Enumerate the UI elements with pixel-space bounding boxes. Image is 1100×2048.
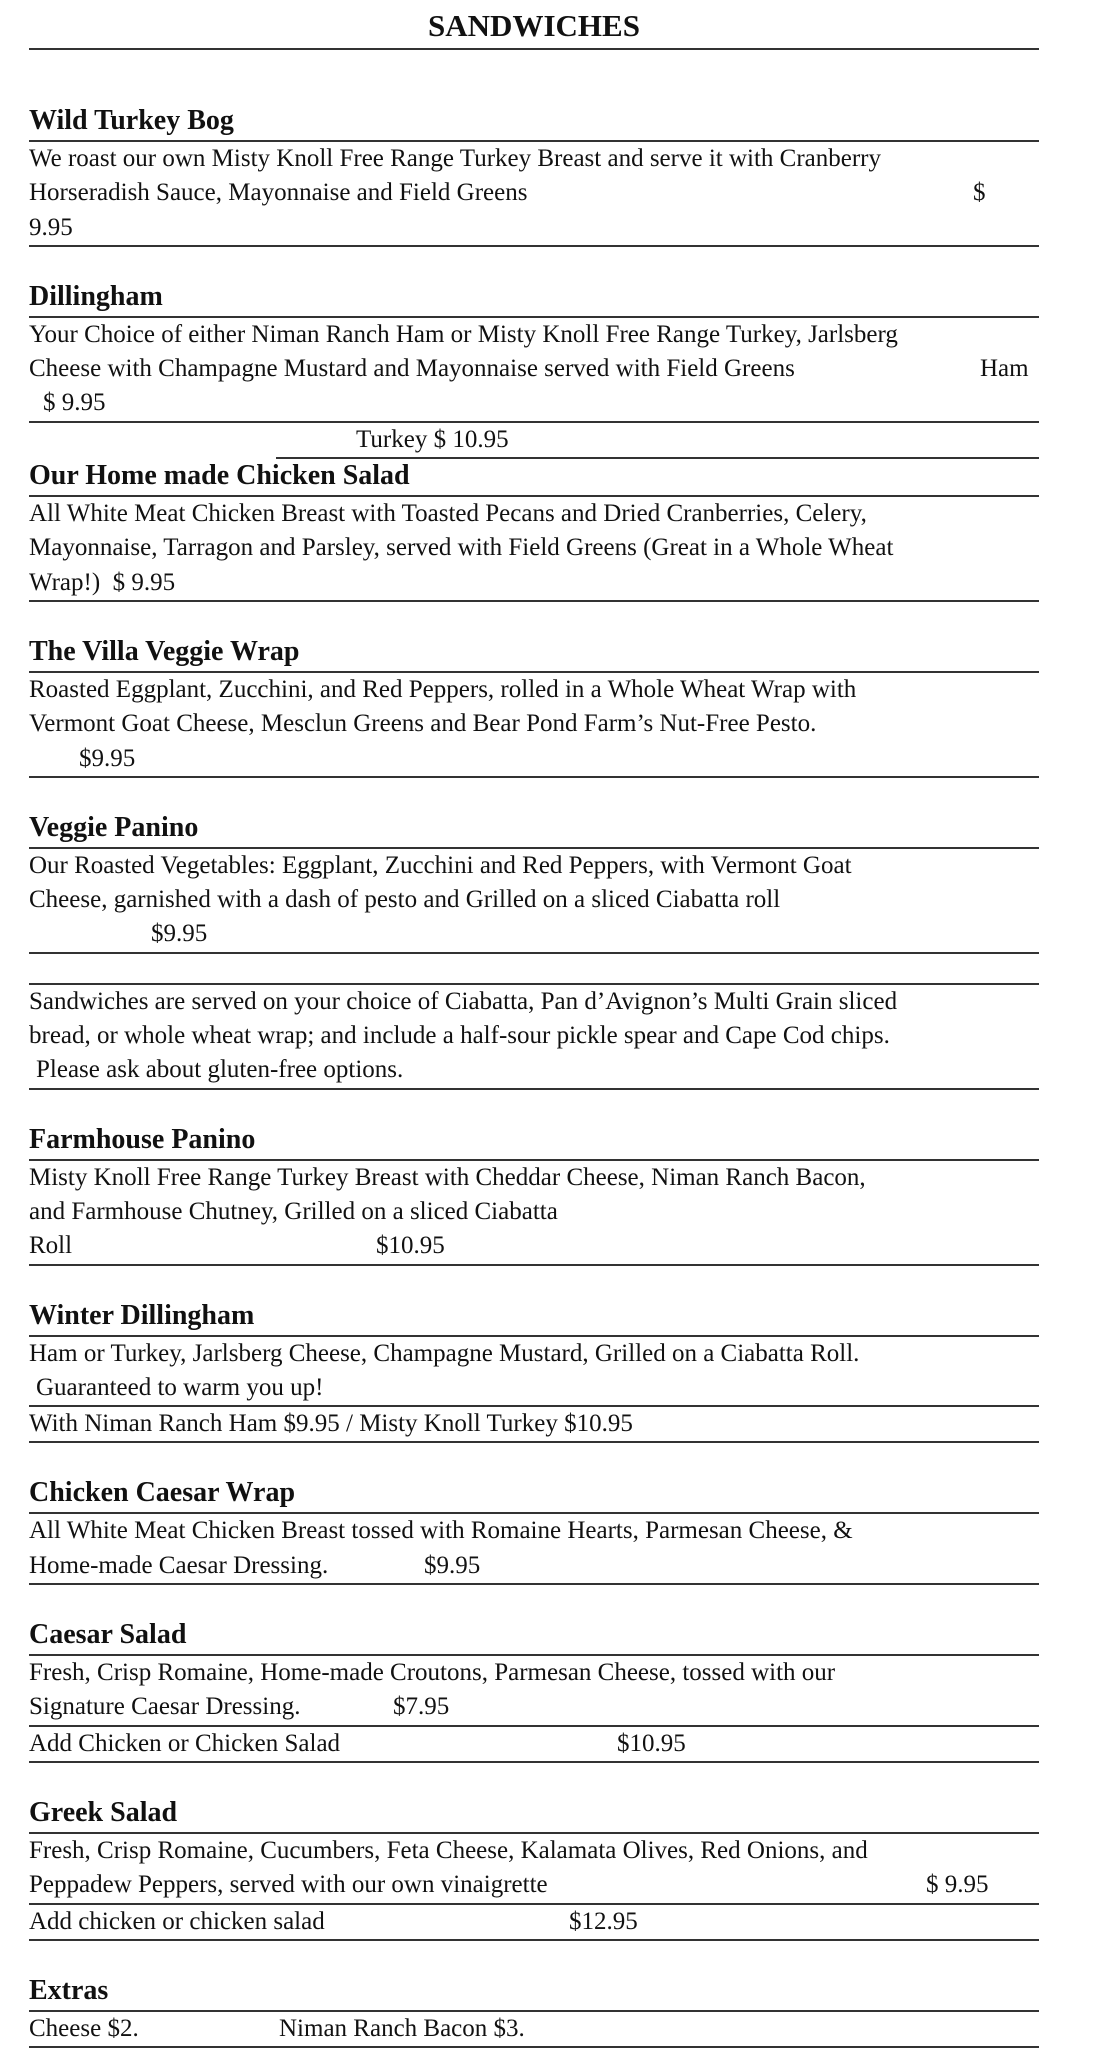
item-description: All White Meat Chicken Breast with Toasted Pecans and Dried Cranberries, Celery, bbox=[29, 500, 867, 528]
extra-cheese: Cheese $2. bbox=[29, 2014, 139, 2042]
item-price: $9.95 bbox=[151, 920, 208, 948]
item-name: Greek Salad bbox=[29, 1794, 1039, 1834]
item-description: Wrap!) $ 9.95 bbox=[29, 568, 176, 596]
menu-item-extras bbox=[29, 1972, 1039, 2048]
item-description: Misty Knoll Free Range Turkey Breast with Cheddar Cheese, Niman Ranch Bacon, bbox=[29, 1163, 866, 1191]
item-description: Fresh, Crisp Romaine, Home-made Croutons, Parmesan Cheese, tossed with our bbox=[29, 1659, 836, 1687]
divider bbox=[29, 954, 1039, 985]
item-description: Cheese, garnished with a dash of pesto and Grilled on a sliced Ciabatta roll bbox=[29, 886, 781, 914]
item-description: Fresh, Crisp Romaine, Cucumbers, Feta Cheese, Kalamata Olives, Red Onions, and bbox=[29, 1836, 868, 1864]
menu-item-chicken-caesar-wrap bbox=[29, 1474, 1039, 1585]
item-description: Roll bbox=[29, 1232, 73, 1260]
item-price: $7.95 bbox=[393, 1693, 450, 1721]
item-name: Extras bbox=[29, 1972, 1039, 2012]
item-description: Home-made Caesar Dressing. bbox=[29, 1551, 329, 1579]
ham-label: Ham bbox=[980, 355, 1029, 383]
item-name: Farmhouse Panino bbox=[29, 1121, 1039, 1161]
menu-item-winter-dillingham bbox=[29, 1297, 1039, 1444]
item-price: $9.95 bbox=[424, 1551, 481, 1579]
menu-item-villa-veggie-wrap bbox=[29, 633, 1039, 778]
item-description: Mayonnaise, Tarragon and Parsley, served with Field Greens (Great in a Whole Wheat bbox=[29, 534, 894, 562]
item-description: Guaranteed to warm you up! bbox=[36, 1373, 324, 1401]
item-name: Wild Turkey Bog bbox=[29, 102, 1039, 142]
menu-item-wild-turkey-bog bbox=[29, 102, 1039, 247]
item-price: $9.95 bbox=[79, 744, 136, 772]
item-name: Veggie Panino bbox=[29, 809, 1039, 849]
item-description: Your Choice of either Niman Ranch Ham or Misty Knoll Free Range Turkey, Jarlsberg bbox=[29, 320, 898, 348]
addon-price: $12.95 bbox=[569, 1907, 638, 1935]
menu-item-caesar-salad bbox=[29, 1616, 1039, 1763]
item-description: Horseradish Sauce, Mayonnaise and Field Greens bbox=[29, 179, 528, 207]
item-name: Winter Dillingham bbox=[29, 1297, 1039, 1337]
note-line: bread, or whole wheat wrap; and include a half-sour pickle spear and Cape Cod chips. bbox=[29, 1022, 890, 1050]
item-description: and Farmhouse Chutney, Grilled on a sliced Ciabatta bbox=[29, 1197, 558, 1225]
note-line: Please ask about gluten-free options. bbox=[36, 1056, 404, 1084]
item-name: Caesar Salad bbox=[29, 1616, 1039, 1656]
page-title: SANDWICHES bbox=[29, 0, 1039, 50]
item-description: Vermont Goat Cheese, Mesclun Greens and Bear Pond Farm’s Nut-Free Pesto. bbox=[29, 710, 817, 738]
item-description: Ham or Turkey, Jarlsberg Cheese, Champagne Mustard, Grilled on a Ciabatta Roll. bbox=[29, 1339, 860, 1367]
item-options: With Niman Ranch Ham $9.95 / Misty Knoll Turkey $10.95 bbox=[29, 1410, 633, 1438]
item-price: $10.95 bbox=[376, 1232, 445, 1260]
extra-bacon: Niman Ranch Bacon $3. bbox=[279, 2014, 525, 2042]
turkey-price: Turkey $ 10.95 bbox=[356, 425, 509, 453]
item-name: Dillingham bbox=[29, 278, 1039, 318]
item-description: Roasted Eggplant, Zucchini, and Red Peppers, rolled in a Whole Wheat Wrap with bbox=[29, 675, 857, 703]
item-name: Chicken Caesar Wrap bbox=[29, 1474, 1039, 1514]
item-name: Our Home made Chicken Salad bbox=[29, 457, 1039, 497]
price-symbol: $ bbox=[973, 179, 986, 207]
item-price: 9.95 bbox=[29, 213, 73, 241]
item-description: All White Meat Chicken Breast tossed with Romaine Hearts, Parmesan Cheese, & bbox=[29, 1517, 853, 1545]
menu-item-veggie-panino bbox=[29, 809, 1039, 954]
addon-price: $10.95 bbox=[617, 1729, 686, 1757]
menu-item-farmhouse-panino bbox=[29, 1121, 1039, 1266]
item-description: We roast our own Misty Knoll Free Range Turkey Breast and serve it with Cranberry bbox=[29, 145, 882, 172]
menu-item-chicken-salad bbox=[29, 457, 1039, 602]
note-line: Sandwiches are served on your choice of Ciabatta, Pan d’Avignon’s Multi Grain sliced bbox=[29, 987, 898, 1015]
menu-item-greek-salad bbox=[29, 1794, 1039, 1941]
item-name: The Villa Veggie Wrap bbox=[29, 633, 1039, 673]
item-price: $ 9.95 bbox=[926, 1871, 989, 1899]
bread-note bbox=[29, 985, 1039, 1090]
ham-price: $ 9.95 bbox=[43, 389, 106, 417]
addon-label: Add chicken or chicken salad bbox=[29, 1907, 325, 1935]
addon-label: Add Chicken or Chicken Salad bbox=[29, 1729, 341, 1757]
item-description: Cheese with Champagne Mustard and Mayonnaise served with Field Greens bbox=[29, 355, 795, 383]
menu-page bbox=[29, 0, 1039, 2048]
item-description: Our Roasted Vegetables: Eggplant, Zucchini and Red Peppers, with Vermont Goat bbox=[29, 851, 852, 879]
menu-item-dillingham bbox=[29, 278, 1039, 459]
item-description: Signature Caesar Dressing. bbox=[29, 1693, 301, 1721]
item-description: Peppadew Peppers, served with our own vinaigrette bbox=[29, 1871, 548, 1899]
